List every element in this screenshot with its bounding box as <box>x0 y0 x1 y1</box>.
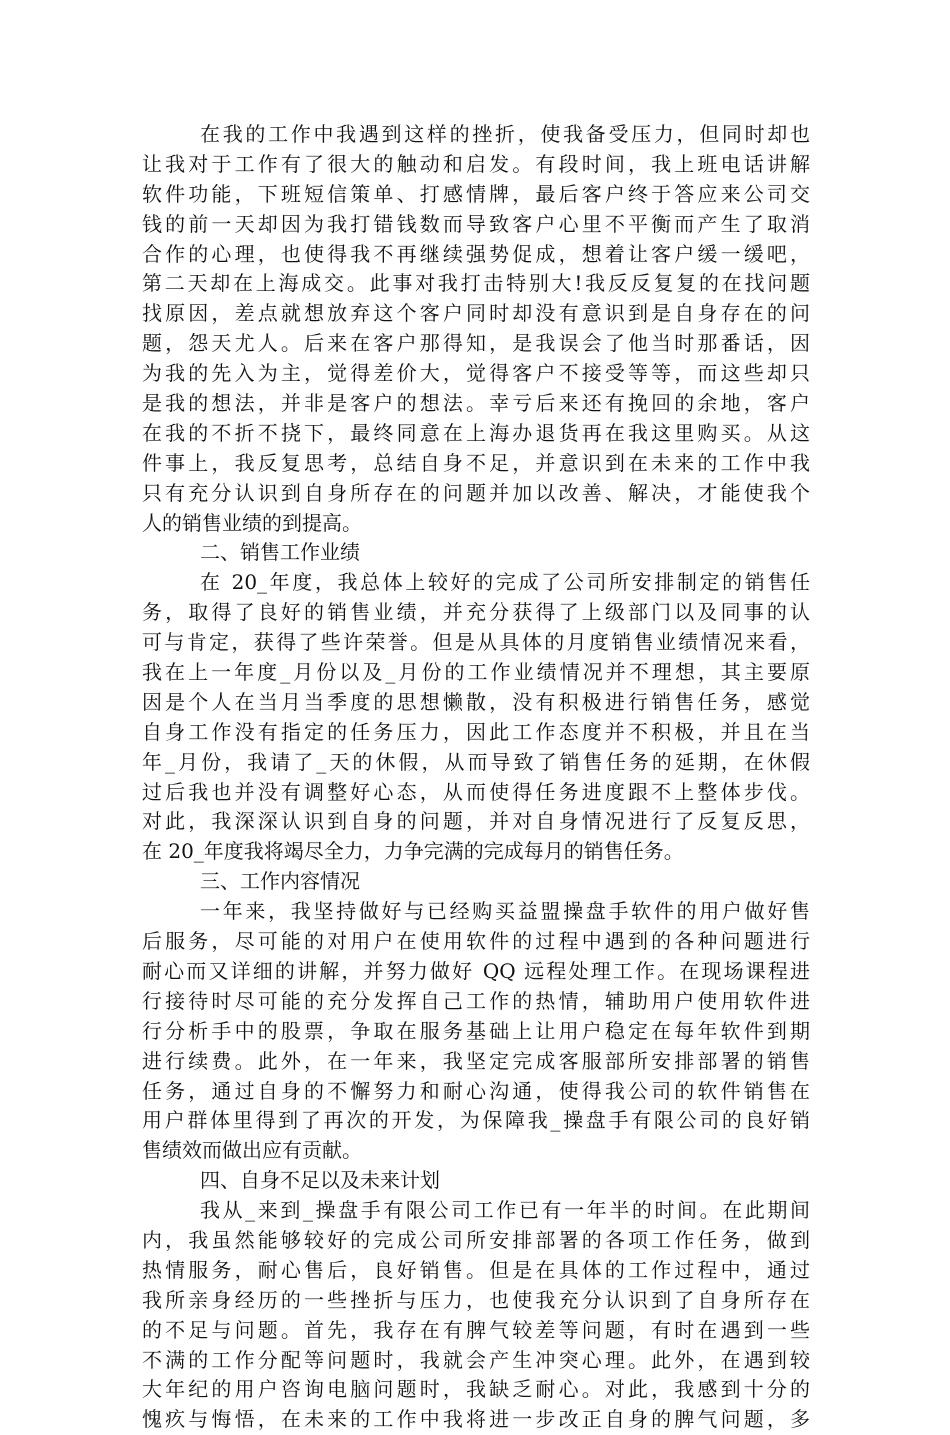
paragraph-line: 人的销售业绩的到提高。 <box>142 510 362 535</box>
paragraph-line: 题，怨天尤人。后来在客户那得知，是我误会了他当时那番话，因 <box>142 331 810 356</box>
section-heading: 三、工作内容情况 <box>200 869 360 894</box>
paragraph-line: 可与肯定，获得了些许荣誉。但是从具体的月度销售业绩情况来看， <box>142 630 810 655</box>
paragraph-line: 让我对于工作有了很大的触动和启发。有段时间，我上班电话讲解 <box>142 151 810 176</box>
paragraph-line: 因是个人在当月当季度的思想懒散，没有积极进行销售任务，感觉 <box>142 689 810 714</box>
paragraph-line: 合作的心理，也使得我不再继续强势促成，想着让客户缓一缓吧， <box>142 241 810 266</box>
paragraph-line: 在我的工作中我遇到这样的挫折，使我备受压力，但同时却也 <box>200 122 810 146</box>
paragraph-line: 进行续费。此外，在一年来，我坚定完成客服部所安排部署的销售 <box>142 1048 810 1073</box>
paragraph-line: 愧疚与悔悟，在未来的工作中我将进一步改正自身的脾气问题，多 <box>142 1407 810 1432</box>
paragraph-line: 不满的工作分配等问题时，我就会产生冲突心理。此外，在遇到较 <box>142 1347 810 1372</box>
paragraph-line: 一年来，我坚持做好与已经购买益盟操盘手软件的用户做好售 <box>200 899 810 924</box>
paragraph-line: 只有充分认识到自身所存在的问题并加以改善、解决，才能使我个 <box>142 480 810 505</box>
section-heading: 四、自身不足以及未来计划 <box>200 1168 440 1193</box>
paragraph-line: 在 20_年度我将竭尽全力，力争完满的完成每月的销售任务。 <box>142 839 684 864</box>
paragraph-line: 过后我也并没有调整好心态，从而使得任务进度跟不上整体步伐。 <box>142 779 810 804</box>
paragraph-line: 行接待时尽可能的充分发挥自己工作的热情，辅助用户使用软件进 <box>142 988 810 1013</box>
paragraph-line: 年_月份，我请了_天的休假，从而导致了销售任务的延期，在休假 <box>142 749 810 774</box>
paragraph-line: 第二天却在上海成交。此事对我打击特别大!我反反复复的在找问题 <box>142 271 810 296</box>
paragraph-line: 耐心而又详细的讲解，并努力做好 QQ 远程处理工作。在现场课程进 <box>142 958 810 983</box>
paragraph-line: 为我的先入为主，觉得差价大，觉得客户不接受等等，而这些却只 <box>142 361 810 386</box>
paragraph-line: 用户群体里得到了再次的开发，为保障我_操盘手有限公司的良好销 <box>142 1108 810 1133</box>
paragraph-line: 务，取得了良好的销售业绩，并充分获得了上级部门以及同事的认 <box>142 600 810 625</box>
paragraph-line: 售绩效而做出应有贡献。 <box>142 1138 362 1163</box>
paragraph-line: 大年纪的用户咨询电脑问题时，我缺乏耐心。对此，我感到十分的 <box>142 1377 810 1402</box>
paragraph-line: 对此，我深深认识到自身的问题，并对自身情况进行了反复反思， <box>142 809 810 834</box>
paragraph-line: 件事上，我反复思考，总结自身不足，并意识到在未来的工作中我 <box>142 450 810 475</box>
paragraph-line: 我在上一年度_月份以及_月份的工作业绩情况并不理想，其主要原 <box>142 660 810 685</box>
paragraph-line: 我所亲身经历的一些挫折与压力，也使我充分认识到了自身所存在 <box>142 1287 810 1312</box>
paragraph-line: 在 20_年度，我总体上较好的完成了公司所安排制定的销售任 <box>200 570 810 595</box>
paragraph-line: 软件功能，下班短信策单、打感情牌，最后客户终于答应来公司交 <box>142 181 810 206</box>
paragraph-line: 找原因，差点就想放弃这个客户同时却没有意识到是自身存在的问 <box>142 301 810 326</box>
paragraph-line: 自身工作没有指定的任务压力，因此工作态度并不积极，并且在当 <box>142 719 810 744</box>
paragraph-line: 后服务，尽可能的对用户在使用软件的过程中遇到的各种问题进行 <box>142 929 810 954</box>
paragraph-line: 的不足与问题。首先，我存在有脾气较差等问题，有时在遇到一些 <box>142 1317 810 1342</box>
paragraph-line: 我从_来到_操盘手有限公司工作已有一年半的时间。在此期间 <box>200 1198 810 1223</box>
paragraph-line: 任务，通过自身的不懈努力和耐心沟通，使得我公司的软件销售在 <box>142 1078 810 1103</box>
section-heading: 二、销售工作业绩 <box>200 540 360 565</box>
paragraph-line: 内，我虽然能够较好的完成公司所安排部署的各项工作任务，做到 <box>142 1227 810 1252</box>
paragraph-line: 热情服务，耐心售后，良好销售。但是在具体的工作过程中，通过 <box>142 1257 810 1282</box>
document-body <box>142 120 810 1435</box>
paragraph-line: 是我的想法，并非是客户的想法。幸亏后来还有挽回的余地，客户 <box>142 391 810 416</box>
paragraph-line: 钱的前一天却因为我打错钱数而导致客户心里不平衡而产生了取消 <box>142 211 810 236</box>
paragraph-line: 在我的不折不挠下，最终同意在上海办退货再在我这里购买。从这 <box>142 420 810 445</box>
paragraph-line: 行分析手中的股票，争取在服务基础上让用户稳定在每年软件到期 <box>142 1018 810 1043</box>
